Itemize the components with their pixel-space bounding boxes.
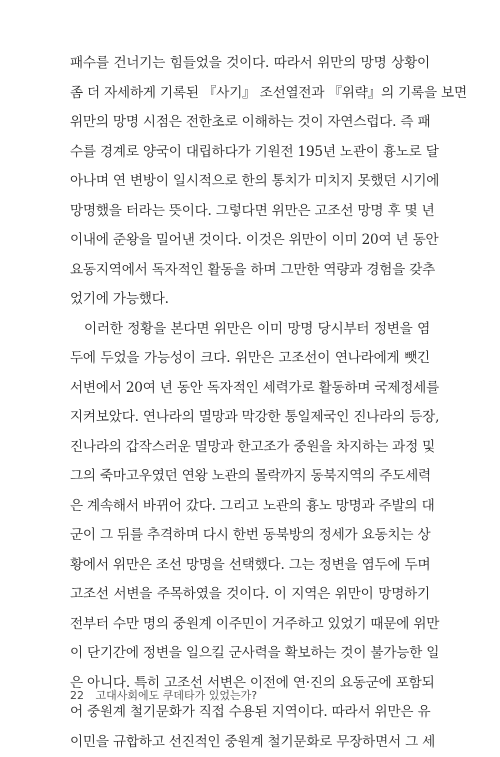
text-line: 수를 경계로 양국이 대립하다가 기원전 195년 노관이 흉노로 달: [70, 138, 430, 168]
text-line: 지켜보았다. 연나라의 멸망과 막강한 통일제국인 진나라의 등장,: [70, 403, 430, 433]
text-line: 두에 두었을 가능성이 크다. 위만은 고조선이 연나라에게 뺏긴: [70, 344, 430, 374]
text-line: 은 계속해서 바뀌어 갔다. 그리고 노관의 흉노 망명과 주발의 대: [70, 492, 430, 522]
text-line: 패수를 건너기는 힘들었을 것이다. 따라서 위만의 망명 상황이: [70, 49, 430, 79]
text-line: 위만의 망명 시점은 전한초로 이해하는 것이 자연스럽다. 즉 패: [70, 108, 430, 138]
page-number: 22: [70, 689, 84, 702]
text-line: 망명했을 터라는 뜻이다. 그렇다면 위만은 고조선 망명 후 몇 년: [70, 197, 430, 227]
text-line: 고조선 서변을 주목하였을 것이다. 이 지역은 위만이 망명하기: [70, 580, 430, 610]
text-line: 아나며 연 변방이 일시적으로 한의 통치가 미치지 못했던 시기에: [70, 167, 430, 197]
text-line: 진나라의 갑작스러운 멸망과 한고조가 중원을 차지하는 과정 및: [70, 433, 430, 463]
text-line: 전부터 수만 명의 중원계 이주민이 거주하고 있었기 때문에 위만: [70, 610, 430, 640]
body-text: [70, 49, 430, 757]
text-line: 요동지역에서 독자적인 활동을 하며 그만한 역량과 경험을 갖추: [70, 256, 430, 286]
text-line: 이러한 정황을 본다면 위만은 이미 망명 당시부터 정변을 염: [70, 315, 430, 345]
text-line: 군이 그 뒤를 추격하며 다시 한번 동북방의 정세가 요동치는 상: [70, 521, 430, 551]
text-line: 좀 더 자세하게 기록된 『사기』 조선열전과 『위략』의 기록을 보면: [70, 79, 430, 109]
text-line: 이민을 규합하고 선진적인 중원계 철기문화로 무장하면서 그 세: [70, 728, 430, 757]
text-line: 어 중원계 철기문화가 직접 수용된 지역이다. 따라서 위만은 유: [70, 698, 430, 728]
text-line: 서변에서 20여 년 동안 독자적인 세력가로 활동하며 국제정세를: [70, 374, 430, 404]
page-footer: [70, 687, 257, 703]
text-line: 그의 죽마고우였던 연왕 노관의 몰락까지 동북지역의 주도세력: [70, 462, 430, 492]
text-line: 이 단기간에 정변을 일으킬 군사력을 확보하는 것이 불가능한 일: [70, 639, 430, 669]
running-title: 고대사회에도 쿠데타가 있었는가?: [96, 689, 258, 702]
paragraph-1: [70, 49, 430, 315]
text-line: 었기에 가능했다.: [70, 285, 430, 315]
text-line: 황에서 위만은 조선 망명을 선택했다. 그는 정변을 염두에 두며: [70, 551, 430, 581]
text-line: 은 아니다. 특히 고조선 서변은 이전에 연·진의 요동군에 포함되: [70, 669, 430, 699]
text-line: 이내에 준왕을 밀어낸 것이다. 이것은 위만이 이미 20여 년 동안: [70, 226, 430, 256]
